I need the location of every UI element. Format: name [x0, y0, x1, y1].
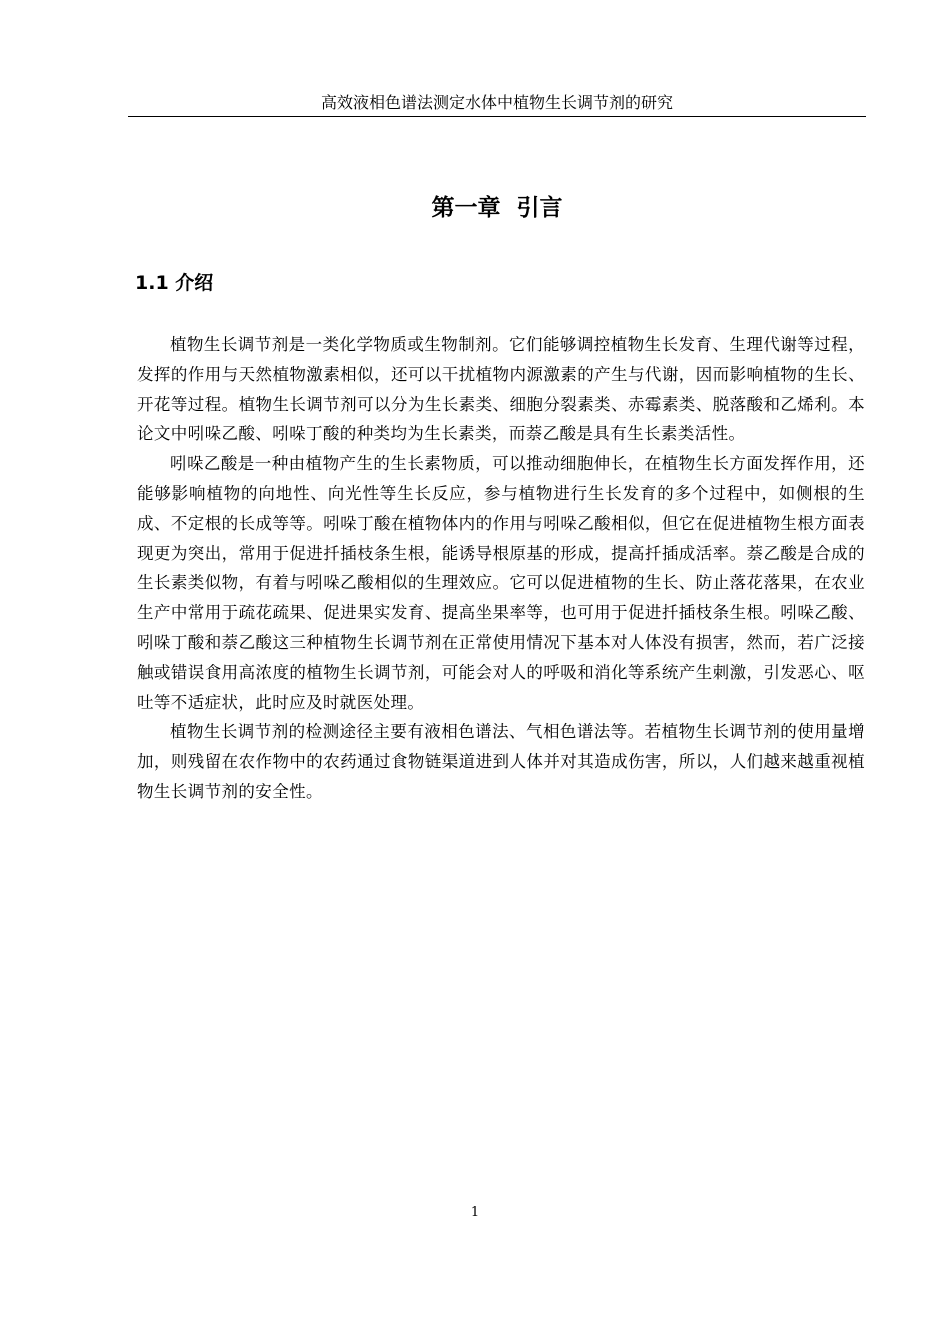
running-header: 高效液相色谱法测定水体中植物生长调节剂的研究 [320, 93, 673, 112]
paragraph-1: 植物生长调节剂是一类化学物质或生物制剂。它们能够调控植物生长发育、生理代谢等过程，发挥的作用与天然植物激素相似，还可以干扰植物内源激素的产生与代谢，因而影响植物的生长、开花等过程。植物生长调节剂可以分为生长素类、细胞分裂素类、赤霉素类、脱落酸和乙烯利。本论文中吲哚乙酸、吲哚丁酸的种类均为生长素类，而萘乙酸是具有生长素类活性。 [137, 335, 865, 444]
paragraph-3: 植物生长调节剂的检测途径主要有液相色谱法、气相色谱法等。若植物生长调节剂的使用量增加，则残留在农作物中的农药通过食物链渠道进到人体并对其造成伤害，所以，人们越来越重视植物生长调节剂的安全性。 [137, 722, 865, 801]
section-heading: 1.1 介绍 [135, 272, 214, 294]
paragraph-2: 吲哚乙酸是一种由植物产生的生长素物质，可以推动细胞伸长，在植物生长方面发挥作用，还能够影响植物的向地性、向光性等生长反应，参与植物进行生长发育的多个过程中，如侧根的生成、不定根的长成等等。吲哚丁酸在植物体内的作用与吲哚乙酸相似，但它在促进植物生根方面表现更为突出，常用于促进扦插枝条生根，能诱导根原基的形成，提高扦插成活率。萘乙酸是合成的生长素类似物，有着与吲哚乙酸相似的生理效应。它可以促进植物的生长、防止落花落果，在农业生产中常用于疏花疏果、促进果实发育、提高坐果率等，也可用于促进扦插枝条生根。吲哚乙酸、吲哚丁酸和萘乙酸这三种植物生长调节剂在正常使用情况下基本对人体没有损害，然而，若广泛接触或错误食用高浓度的植物生长调节剂，可能会对人的呼吸和消化等系统产生刺激，引发恶心、呕吐等不适症状，此时应及时就医处理。 [137, 454, 865, 712]
chapter-title: 第一章 引言 [431, 195, 563, 221]
page-number: 1 [470, 1205, 480, 1220]
body-text [137, 330, 865, 807]
header-divider [128, 116, 866, 117]
